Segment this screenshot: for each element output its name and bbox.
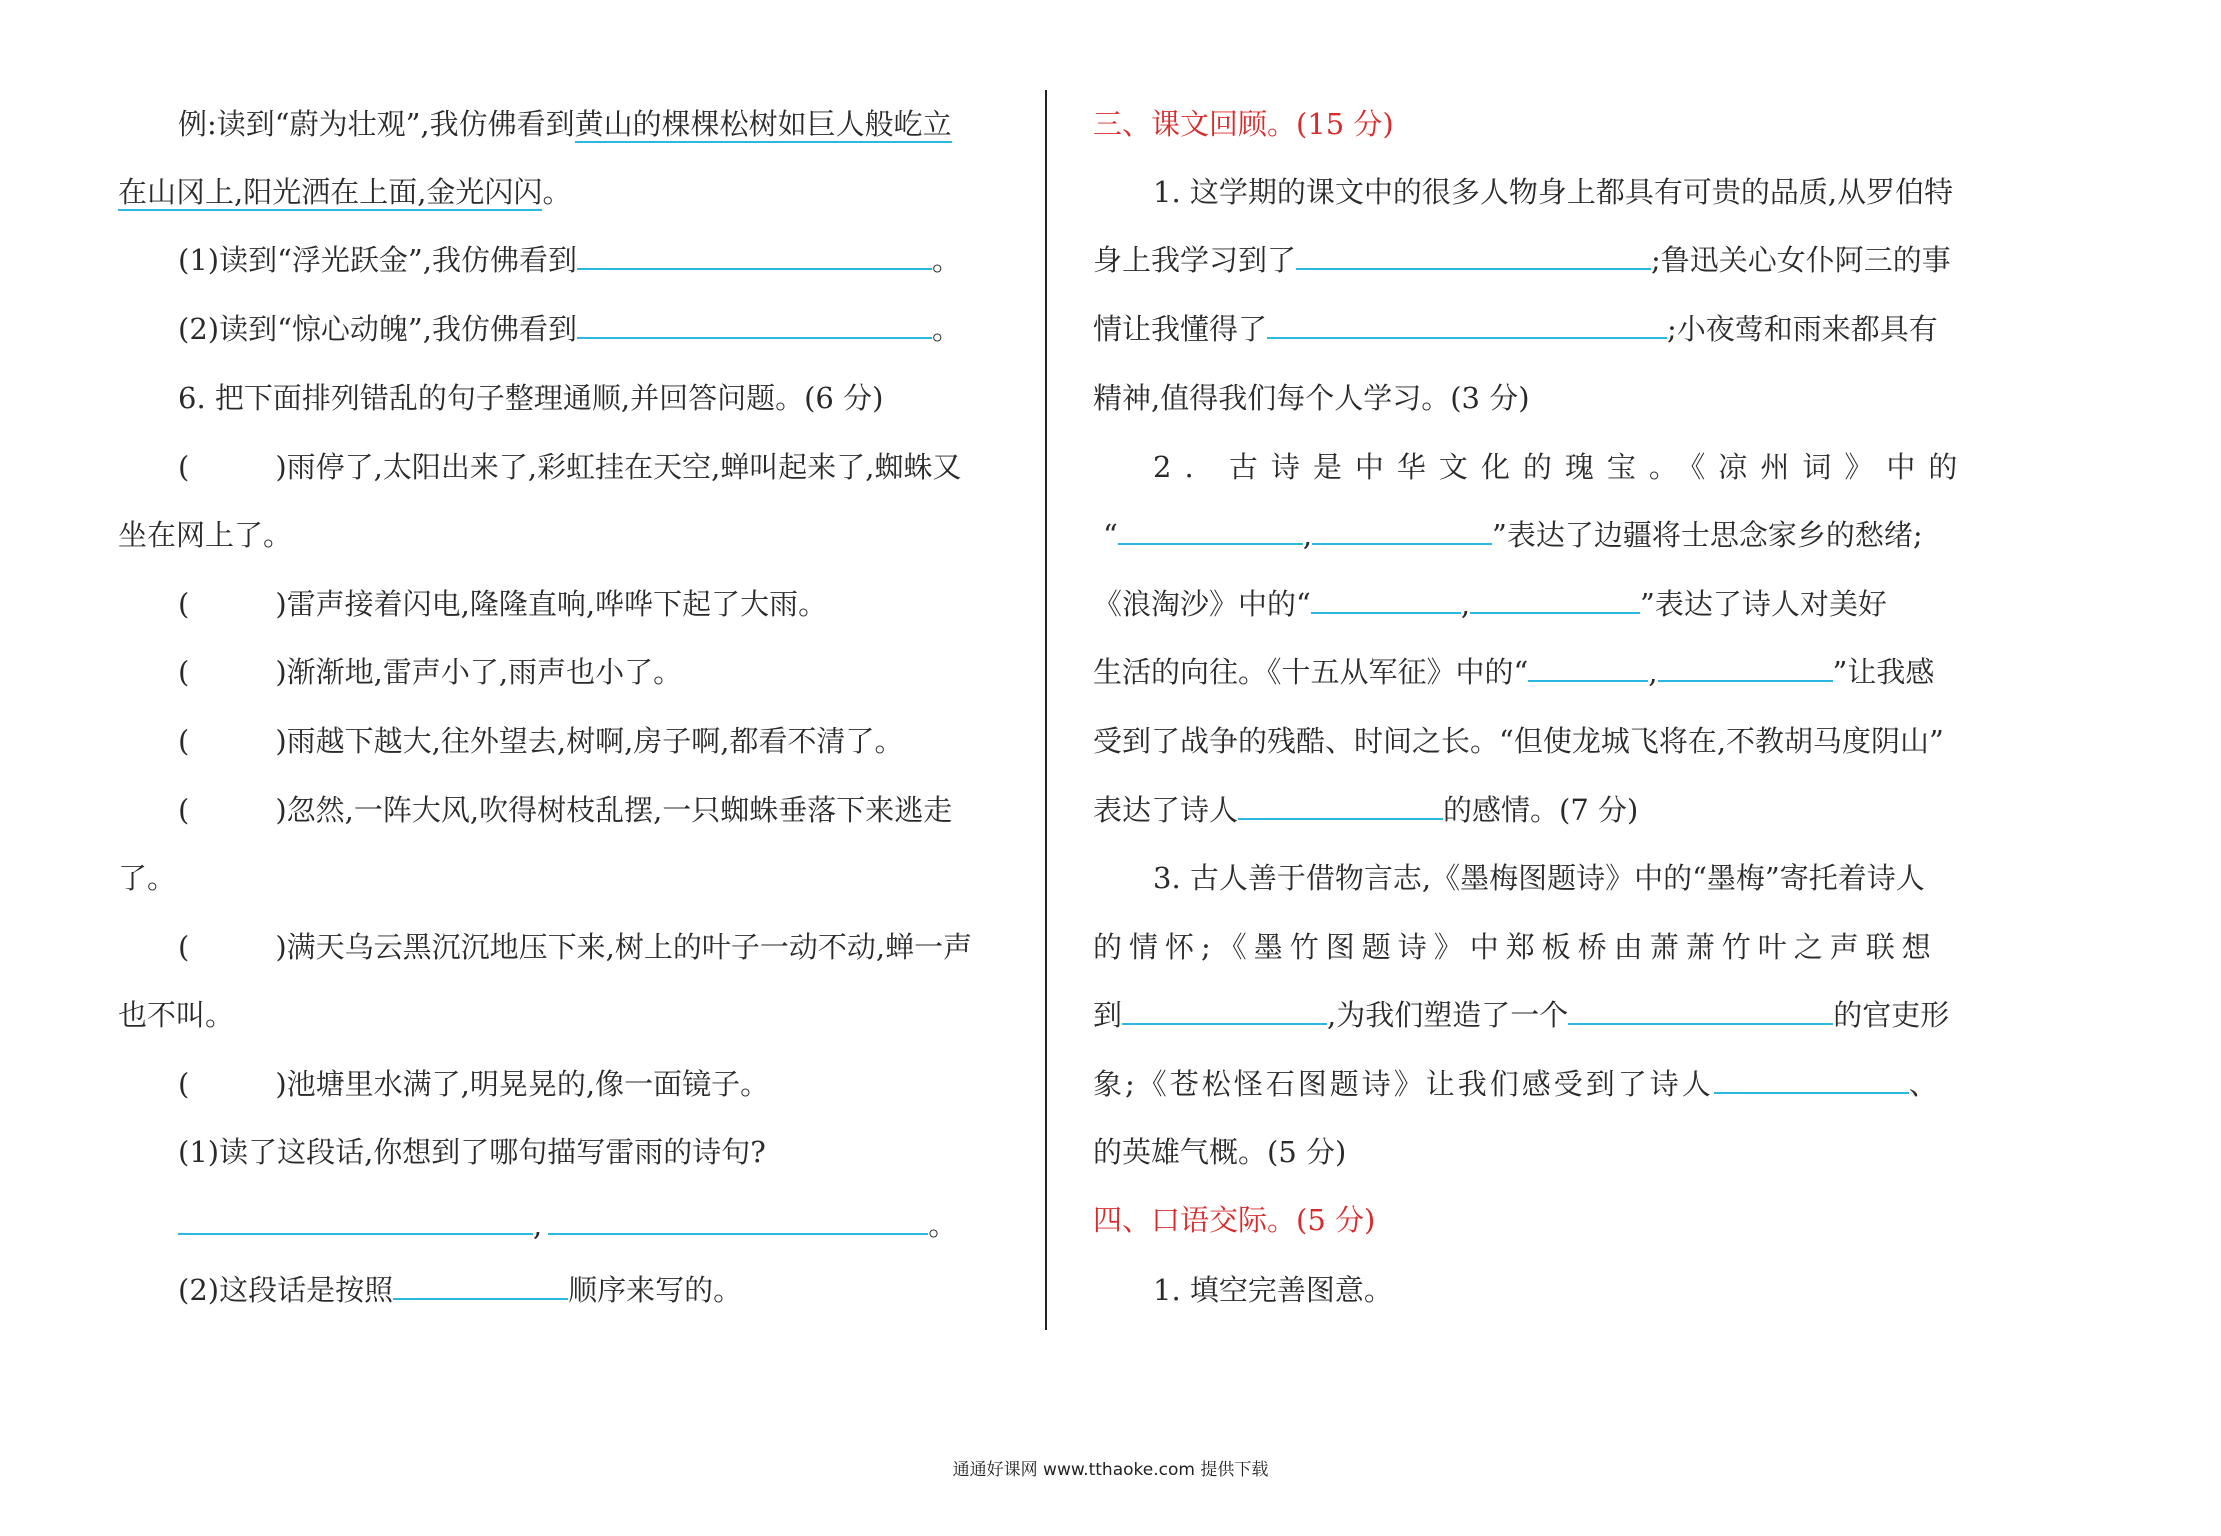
column-divider — [1045, 90, 1047, 1330]
sentence-1-cont: 坐在网上了。 — [118, 518, 293, 552]
sentence-6-cont: 也不叫。 — [118, 998, 235, 1032]
answer-blank[interactable] — [1238, 790, 1443, 820]
answer-blank[interactable] — [1658, 652, 1833, 682]
sentence-2: ( )雷声接着闪电,隆隆直响,哗哗下起了大雨。 — [178, 587, 828, 621]
r4-line: 1. 填空完善图意。 — [1153, 1273, 1393, 1307]
example-underlined-text: 黄山的棵棵松树如巨人般屹立 — [574, 107, 952, 141]
answer-blank[interactable] — [1568, 995, 1833, 1025]
answer-blank[interactable] — [1296, 240, 1651, 270]
r2-line-d: 生活的向往。《十五从军征》中的“ , ”让我感 — [1093, 652, 1934, 692]
sentence-6: ( )满天乌云黑沉沉地压下来,树上的叶子一动不动,蝉一声 — [178, 930, 973, 964]
r2-line-e: 受到了战争的残酷、时间之长。“但使龙城飞将在,不教胡马度阴山” — [1093, 724, 1944, 758]
answer-blank[interactable] — [178, 1205, 533, 1235]
answer-blank[interactable] — [577, 309, 932, 339]
section-3-heading: 三、课文回顾。(15 分) — [1093, 107, 1394, 141]
answer-blank[interactable] — [548, 1205, 928, 1235]
answer-blank[interactable] — [1312, 515, 1492, 545]
r3-line-a: 3. 古人善于借物言志,《墨梅图题诗》中的“墨梅”寄托着诗人 — [1153, 861, 1925, 895]
r2-line-b: “ , ”表达了边疆将士思念家乡的愁绪; — [1103, 515, 1923, 555]
answer-blank[interactable] — [577, 240, 932, 270]
answer-blank[interactable] — [1267, 309, 1667, 339]
example-underlined-text-2: 在山冈上,阳光洒在上面,金光闪闪 — [118, 175, 543, 209]
r2-line-a: 2. 古诗是中华文化的瑰宝。《凉州词》中的 — [1153, 450, 1971, 484]
answer-blank[interactable] — [1528, 652, 1648, 682]
r3-line-c: 到 ,为我们塑造了一个 的官吏形 — [1093, 995, 1949, 1035]
r3-line-d: 象;《苍松怪石图题诗》让我们感受到了诗人 、 — [1093, 1064, 1941, 1104]
sub-question-2: (2)这段话是按照 顺序来写的。 — [178, 1270, 742, 1310]
sentence-4: ( )雨越下越大,往外望去,树啊,房子啊,都看不清了。 — [178, 724, 904, 758]
sentence-5: ( )忽然,一阵大风,吹得树枝乱摆,一只蜘蛛垂落下来逃走 — [178, 793, 953, 827]
question-2: (2)读到“惊心动魄”,我仿佛看到 。 — [178, 309, 961, 349]
r2-line-f: 表达了诗人 的感情。(7 分) — [1093, 790, 1638, 830]
answer-blank[interactable] — [1714, 1064, 1909, 1094]
sub-question-1: (1)读了这段话,你想到了哪句描写雷雨的诗句? — [178, 1135, 766, 1169]
sub-question-1-answer: , 。 — [178, 1205, 957, 1245]
sentence-1: ( )雨停了,太阳出来了,彩虹挂在天空,蝉叫起来了,蜘蛛又 — [178, 450, 962, 484]
answer-blank[interactable] — [1118, 515, 1303, 545]
sentence-7: ( )池塘里水满了,明晃晃的,像一面镜子。 — [178, 1067, 770, 1101]
r1-line-b: 身上我学习到了 ;鲁迅关心女仆阿三的事 — [1093, 240, 1951, 280]
example-line-2: 在山冈上,阳光洒在上面,金光闪闪。 — [118, 175, 572, 209]
r3-line-b: 的情怀;《墨竹图题诗》中郑板桥由萧萧竹叶之声联想 — [1093, 930, 1938, 964]
answer-blank[interactable] — [1122, 995, 1327, 1025]
r3-line-e: 的英雄气概。(5 分) — [1093, 1135, 1347, 1169]
question-6-title: 6. 把下面排列错乱的句子整理通顺,并回答问题。(6 分) — [178, 381, 884, 415]
question-1: (1)读到“浮光跃金”,我仿佛看到 。 — [178, 240, 961, 280]
r1-line-c: 情让我懂得了 ;小夜莺和雨来都具有 — [1093, 309, 1938, 349]
r2-line-c: 《浪淘沙》中的“ , ”表达了诗人对美好 — [1093, 584, 1887, 624]
section-4-heading: 四、口语交际。(5 分) — [1093, 1203, 1376, 1237]
r1-line-d: 精神,值得我们每个人学习。(3 分) — [1093, 381, 1530, 415]
sentence-3: ( )渐渐地,雷声小了,雨声也小了。 — [178, 655, 683, 689]
answer-blank[interactable] — [393, 1270, 568, 1300]
answer-blank[interactable] — [1470, 584, 1640, 614]
example-line-1: 例:读到“蔚为壮观”,我仿佛看到黄山的棵棵松树如巨人般屹立 — [178, 107, 952, 141]
r1-line-a: 1. 这学期的课文中的很多人物身上都具有可贵的品质,从罗伯特 — [1153, 175, 1954, 209]
footer-credit: 通通好课网 www.tthaoke.com 提供下载 — [952, 1460, 1269, 1480]
answer-blank[interactable] — [1311, 584, 1461, 614]
sentence-5-cont: 了。 — [118, 861, 177, 895]
